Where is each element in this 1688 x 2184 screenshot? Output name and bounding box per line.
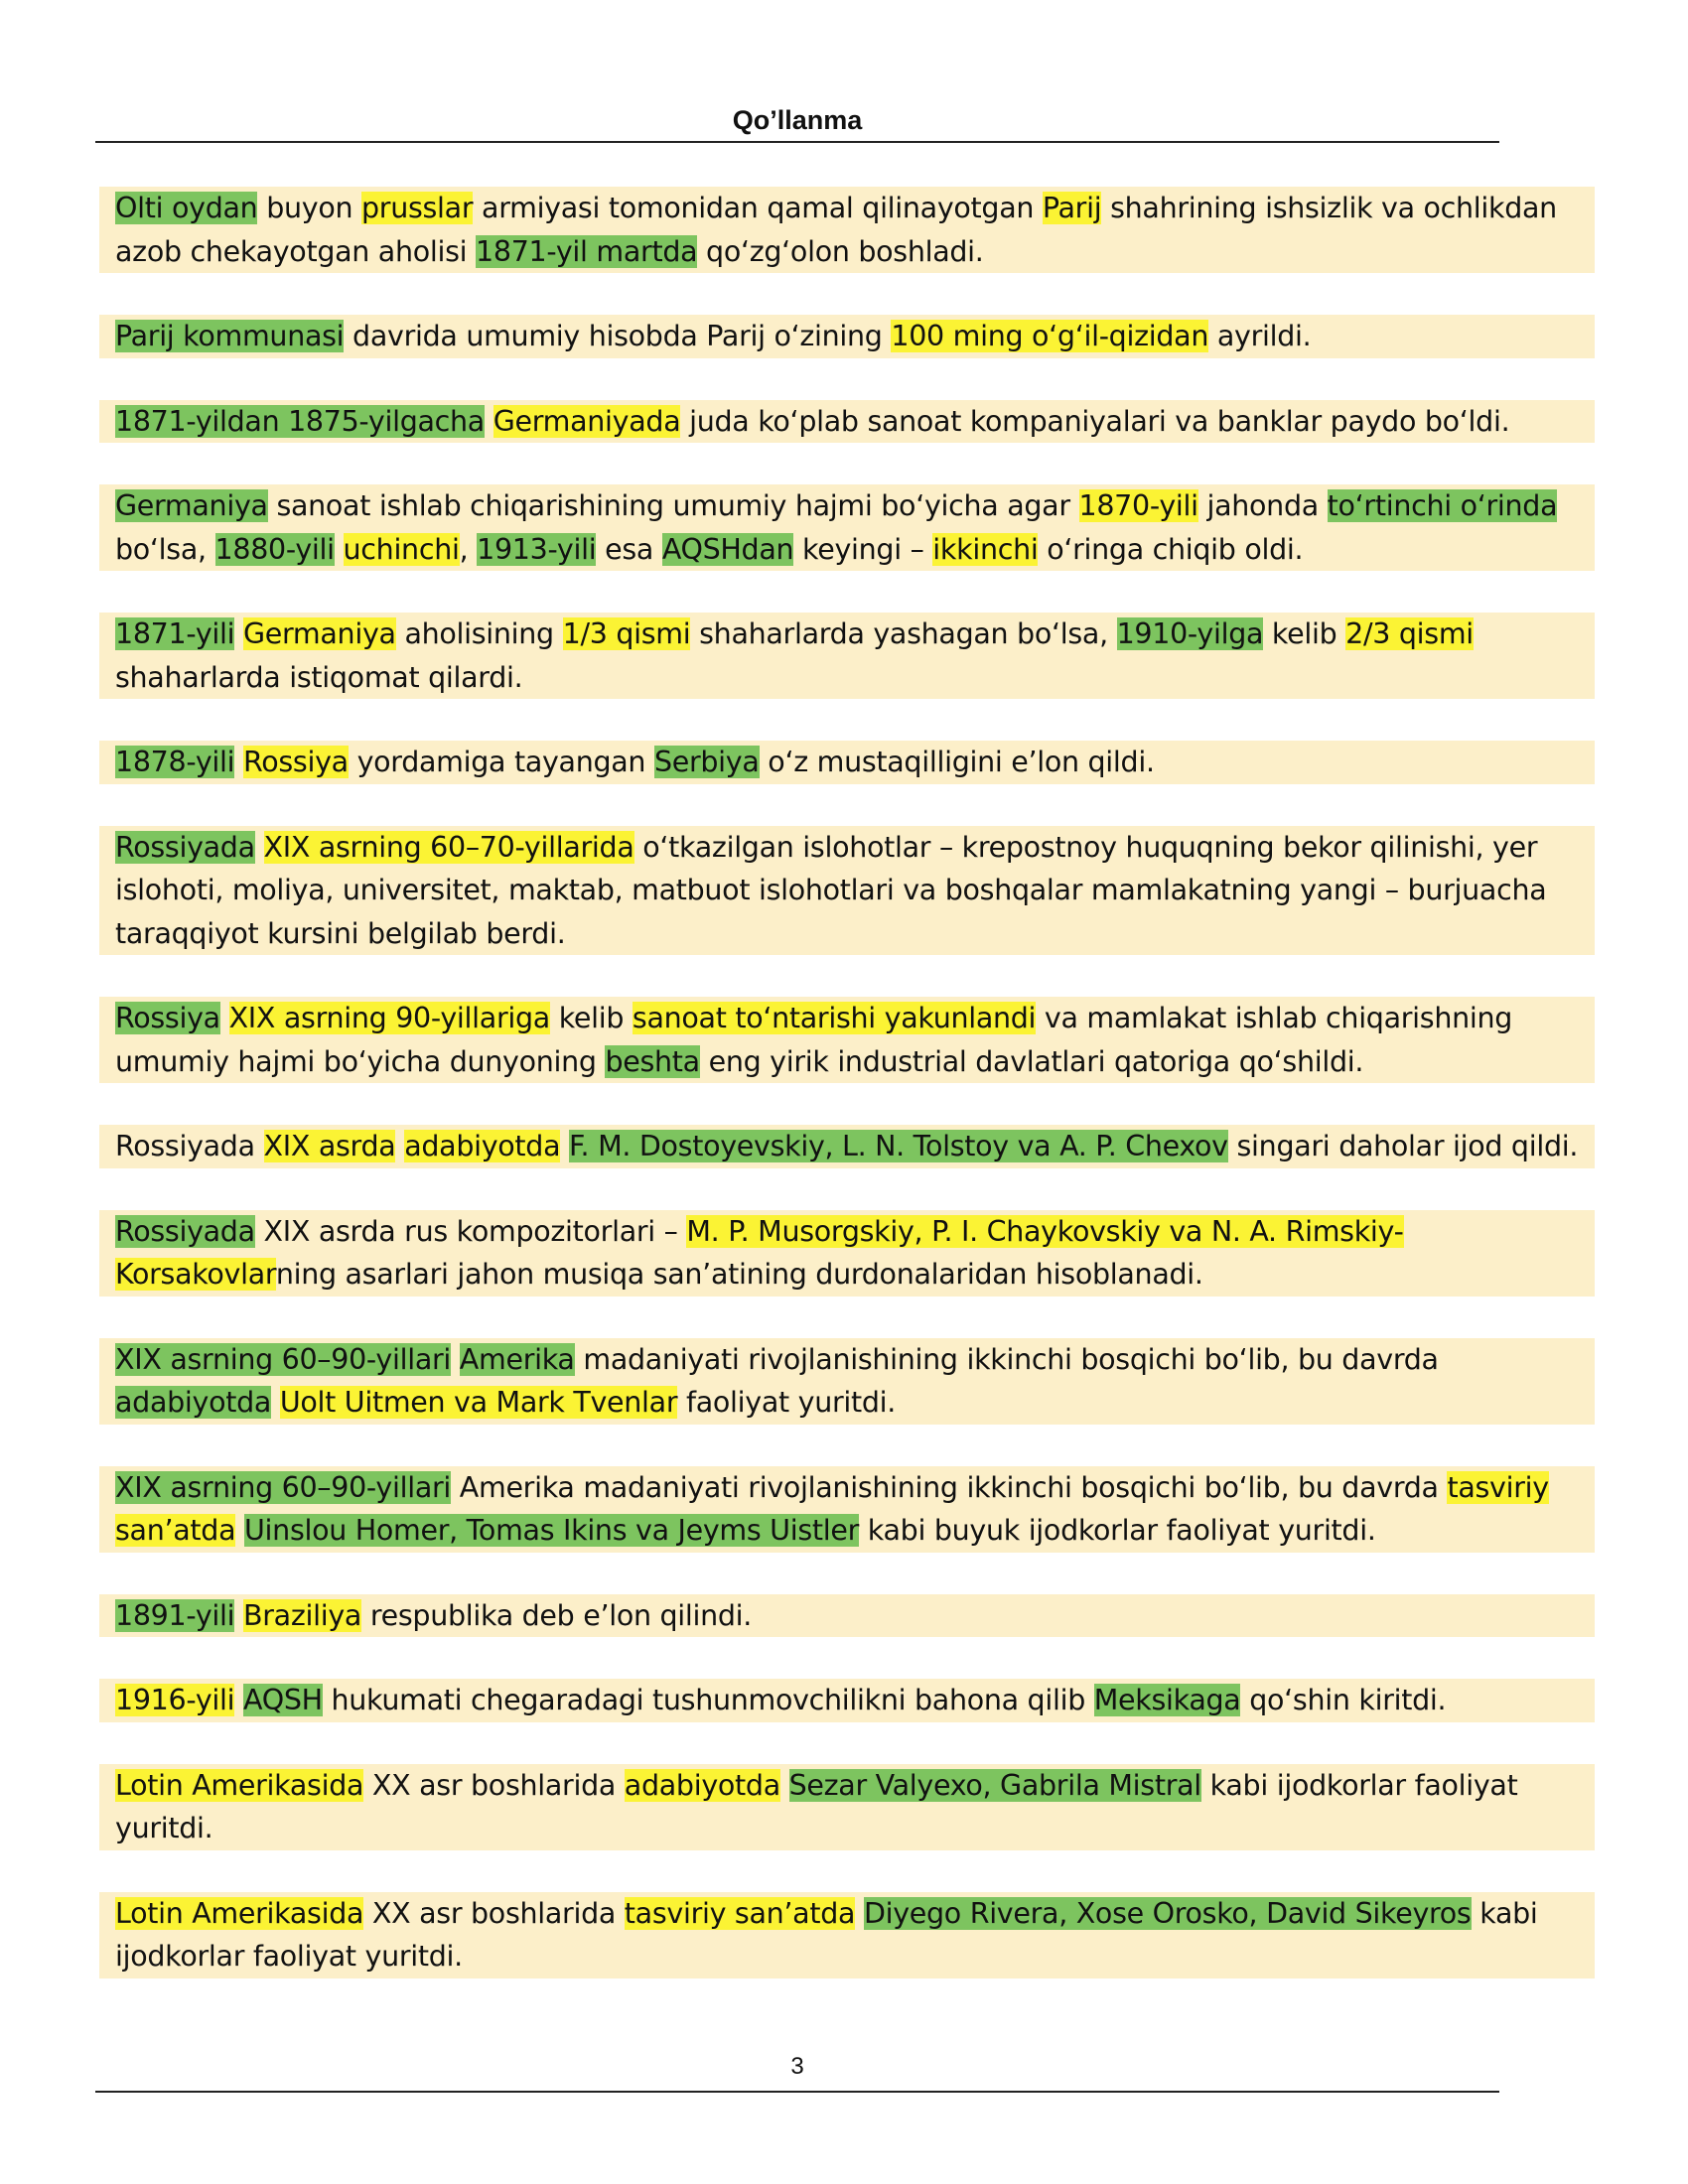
text-segment: buyon [257,192,361,224]
highlight-yellow: XIX asrning 60–70-yillarida [263,830,634,864]
highlight-green: 1913-yili [477,532,597,566]
page-number: 3 [790,2053,804,2080]
text-segment: bo‘lsa, [115,532,215,566]
highlight-green: Uinslou Homer, Tomas Ikins va Jeyms Uistler [244,1514,860,1547]
text-segment [485,405,493,438]
highlight-green: 1880-yili [214,532,335,566]
highlight-green: Rossiyada [115,830,255,864]
highlight-yellow: Uolt Uitmen va Mark Tvenlar [279,1386,678,1419]
highlight-green: Sezar Valyexo, Gabrila Mistral [788,1768,1201,1802]
text-segment: ning asarlari jahon musiqa san’atining durdonalaridan hisoblanadi. [275,1258,1203,1291]
fact-paragraph [99,1338,1595,1425]
fact-paragraph [99,484,1595,571]
highlight-green: XIX asrning 60–90-yillari [115,1342,452,1376]
highlight-yellow: XIX asrda [263,1130,396,1162]
text-segment: kabi buyuk ijodkorlar faoliyat yuritdi. [859,1514,1376,1547]
fact-paragraph [99,1125,1595,1168]
highlight-green: 1891-yili [115,1598,235,1632]
text-segment: XIX asrda rus kompozitorlari – [254,1214,687,1248]
text-segment [235,1514,244,1547]
fact-paragraph [99,1892,1595,1979]
highlight-yellow: 1916-yili [115,1684,235,1716]
highlight-yellow: tasviriy san’atda [115,1470,1549,1547]
text-segment [234,1599,243,1632]
highlight-green: 1910-yilga [1116,617,1264,650]
highlight-green: Amerika [459,1342,575,1376]
highlight-green: beshta [605,1044,700,1078]
text-segment: XX asr boshlarida [363,1768,625,1802]
text-segment: kelib [549,1002,633,1034]
text-segment: va mamlakat ishlab chiqarishning umumiy hajmi bo‘yicha dunyoning [115,1002,1513,1078]
highlight-yellow: Germaniya [243,617,396,650]
text-segment: kabi ijodkorlar faoliyat yuritdi. [115,1768,1518,1844]
text-segment: Amerika madaniyati rivojlanishining ikkinchi bosqichi bo‘lib, bu davrda [451,1470,1448,1504]
highlight-green: XIX asrning 60–90-yillari [115,1470,452,1504]
highlight-green: 1871-yili [115,617,235,650]
fact-paragraph [99,613,1595,699]
page-footer [95,2047,1499,2093]
fact-paragraph [99,315,1595,358]
highlight-yellow: Rossiya [243,746,349,778]
text-segment [780,1769,789,1802]
fact-paragraph [99,1594,1595,1638]
text-segment [335,533,344,566]
text-segment: qo‘zg‘olon boshladi. [697,234,984,268]
text-segment [271,1386,280,1419]
highlight-green: Rossiya [115,1002,220,1034]
highlight-green: AQSH [243,1684,323,1716]
text-segment [855,1897,864,1930]
highlight-yellow: Braziliya [243,1598,362,1632]
highlight-yellow: adabiyotda [624,1768,780,1802]
highlight-green: Germaniya [115,489,268,522]
text-segment: ayrildi. [1208,320,1312,352]
text-segment: eng yirik industrial davlatlari qatoriga qo‘shildi. [699,1044,1364,1078]
text-segment: o‘ringa chiqib oldi. [1038,532,1304,566]
text-segment [255,831,264,864]
text-segment: aholisining [395,617,563,650]
text-segment: kabi ijodkorlar faoliyat yuritdi. [115,1896,1538,1973]
highlight-green: 1878-yili [115,746,235,778]
text-segment [395,1130,404,1162]
highlight-green: Meksikaga [1093,1684,1241,1716]
text-segment: shaharlarda yashagan bo‘lsa, [690,617,1117,650]
text-segment: faoliyat yuritdi. [677,1386,897,1419]
text-segment: respublika deb e’lon qilindi. [361,1598,753,1632]
text-segment [451,1343,460,1376]
highlight-yellow: 1870-yili [1078,489,1198,522]
text-segment: jahonda [1197,489,1328,522]
highlight-green: Parij kommunasi [115,320,345,352]
fact-paragraph [99,826,1595,956]
fact-paragraph [99,1764,1595,1850]
text-segment [560,1130,569,1162]
text-segment: singari daholar ijod qildi. [1227,1130,1579,1162]
highlight-yellow: prusslar [360,192,474,224]
highlight-yellow: Lotin Amerikasida [115,1768,364,1802]
highlight-yellow: Parij [1042,192,1102,224]
fact-paragraph [99,741,1595,784]
text-segment: keyingi – [793,532,933,566]
text-segment: , [459,532,478,566]
highlight-yellow: 2/3 qismi [1345,617,1474,650]
text-segment [234,746,243,778]
text-segment: madaniyati rivojlanishining ikkinchi bosqichi bo‘lib, bu davrda [574,1342,1439,1376]
highlight-green: 1871-yil martda [476,234,698,268]
text-segment: yordamiga tayangan [348,746,654,778]
text-segment: juda ko‘plab sanoat kompaniyalari va banklar paydo bo‘ldi. [680,404,1510,438]
text-segment: esa [596,532,662,566]
fact-paragraph [99,1466,1595,1553]
text-segment [234,617,243,650]
fact-paragraph [99,1679,1595,1722]
text-segment: hukumati chegaradagi tushunmovchilikni bahona qilib [322,1684,1094,1716]
highlight-yellow: Lotin Amerikasida [115,1896,364,1930]
text-segment: davrida umumiy hisobda Parij o‘zining [344,320,892,352]
fact-paragraph [99,997,1595,1083]
header-title: Qo’llanma [732,105,863,135]
highlight-green: to‘rtinchi o‘rinda [1327,489,1558,522]
page-header [95,99,1499,143]
highlight-green: adabiyotda [115,1386,272,1419]
fact-paragraph [99,1210,1595,1297]
highlight-yellow: ikkinchi [932,532,1039,566]
text-segment: kelib [1263,617,1346,650]
highlight-yellow: M. P. Musorgskiy, P. I. Chaykovskiy va N. A. Rimskiy-Korsakovlar [115,1214,1404,1291]
highlight-green: AQSHdan [661,532,794,566]
text-segment [220,1002,229,1034]
text-segment: o‘z mustaqilligini e’lon qildi. [759,746,1155,778]
paragraph-list [99,187,1595,2020]
highlight-green: Rossiyada [115,1214,255,1248]
highlight-yellow: uchinchi [343,532,460,566]
text-segment: o‘tkazilgan islohotlar – krepostnoy huquqning bekor qilinishi, yer islohoti, moliya, universitet, maktab, matbuot islohotlari va boshqalar mamlakatning yangi – burjuacha taraqqiyot kursini belgilab berdi. [115,830,1547,950]
text-segment: shahrining ishsizlik va ochlikdan azob chekayotgan aholisi [115,192,1557,268]
text-segment [234,1684,243,1716]
highlight-yellow: 1/3 qismi [562,617,691,650]
highlight-yellow: tasviriy san’atda [624,1896,856,1930]
highlight-green: F. M. Dostoyevskiy, L. N. Tolstoy va A. P. Chexov [569,1130,1228,1162]
highlight-yellow: sanoat to‘ntarishi yakunlandi [632,1002,1037,1034]
highlight-yellow: 100 ming o‘g‘il-qizidan [891,320,1209,352]
highlight-green: 1871-yildan 1875-yilgacha [115,404,485,438]
text-segment: qo‘shin kiritdi. [1240,1684,1447,1716]
highlight-green: Olti oydan [115,192,258,224]
text-segment: XX asr boshlarida [363,1896,625,1930]
highlight-green: Diyego Rivera, Xose Orosko, David Sikeyros [863,1896,1472,1930]
highlight-yellow: Germaniyada [492,404,681,438]
highlight-yellow: adabiyotda [404,1130,561,1162]
text-segment: sanoat ishlab chiqarishining umumiy hajmi bo‘yicha agar [267,489,1079,522]
highlight-green: Serbiya [653,746,760,778]
text-segment: armiyasi tomonidan qamal qilinayotgan [473,192,1043,224]
highlight-yellow: XIX asrning 90-yillariga [228,1002,550,1034]
text-segment: Rossiyada [115,1130,264,1162]
text-segment: shaharlarda istiqomat qilardi. [115,660,523,694]
fact-paragraph [99,187,1595,273]
fact-paragraph [99,400,1595,444]
